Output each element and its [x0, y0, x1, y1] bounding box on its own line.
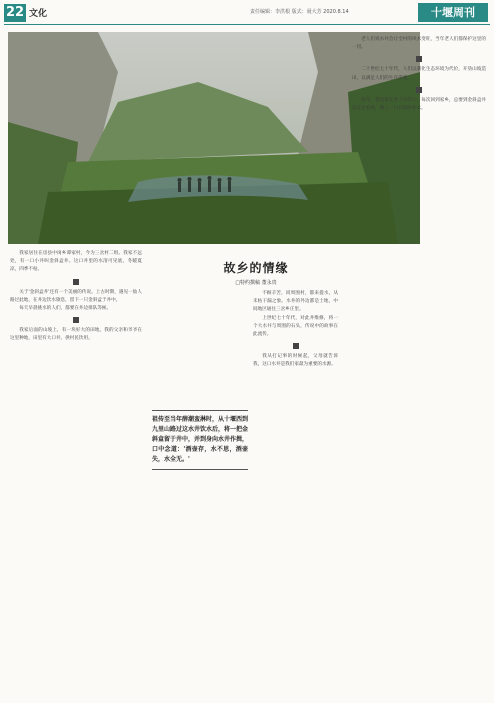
section-label: 文化	[29, 9, 48, 19]
paragraph: 二十世纪七十年代，人们以驯化生态环境为代价，开垦山坡造田，以满足人们的生存需要。	[352, 67, 486, 81]
article-byline: □特约撰稿 董永贵	[235, 280, 277, 286]
section-marker-icon	[73, 317, 79, 323]
paragraph: 如今，我也是在外工作的人，每次回到家乡，总要到金斜盒井边走走看看，喝上一口甘甜的井水。	[352, 97, 486, 112]
section-marker-icon	[416, 56, 422, 62]
page-number: 22	[5, 5, 25, 20]
article-title: 故乡的情缘	[223, 261, 289, 275]
article-column-3	[352, 36, 486, 696]
header-rule	[4, 24, 490, 25]
paragraph: 每天早晨挑水的人们，都要在井边排队等候。	[19, 306, 112, 312]
section-marker-icon	[293, 343, 299, 349]
paragraph: 老人们说水井会让全村的风水变旺，当年老人们都保护这里的一切。	[352, 37, 486, 51]
paragraph: 关于'金斜盒井'还有一个美丽的传说。上古时期，遇见一仙人路过此地，在井边饮水歇息，留下一只金斜盒于井中。	[10, 289, 142, 303]
publication-brand: 十堰周刊	[418, 3, 488, 22]
article-column-1	[10, 250, 142, 696]
page-header	[0, 0, 494, 26]
editor-credits: 责任编辑：李洪根 版式：聂大芳 2020.8.14	[250, 9, 349, 15]
paragraph: 不顾辛苦，同周围村，都来提水，从未枯干漏之象。水井的外边都是土地，中间地区通往三岔乡庄里。	[253, 291, 338, 313]
paragraph: 上世纪七十年代，对此井维修，将一个大水井与周围的石头，传说中的故事在此流传。	[253, 315, 338, 338]
article-title-block	[206, 259, 306, 286]
paragraph: 我家居住在房县中岗乡谭家村，今为三岔村二组。我家不远处，有一口小井叫金斜盒井。这口井里的水清可见底，冬暖夏凉，四季不枯。	[10, 251, 142, 273]
paragraph: 我家后面的山坡上，有一块好大的田地，我的父亲和爷爷在这里种地，田里有大口井，供村民饮用。	[10, 328, 142, 342]
section-marker-icon	[73, 279, 79, 285]
section-marker-icon	[416, 87, 422, 93]
article-column-2	[253, 290, 338, 696]
paragraph: 我从打记事的时候起，父母就告诉我，这口水井是我们家最为重要的水源。	[253, 354, 338, 368]
pull-quote: 祖传至当年薛潮蛮淋时，从十堰西到九里山路过这水井饮水后，将一把金斜盒留于井中，并到身向水井作揖，口中念道：'酒壶存，水不思，酒壶失，水全无。'	[152, 410, 248, 470]
